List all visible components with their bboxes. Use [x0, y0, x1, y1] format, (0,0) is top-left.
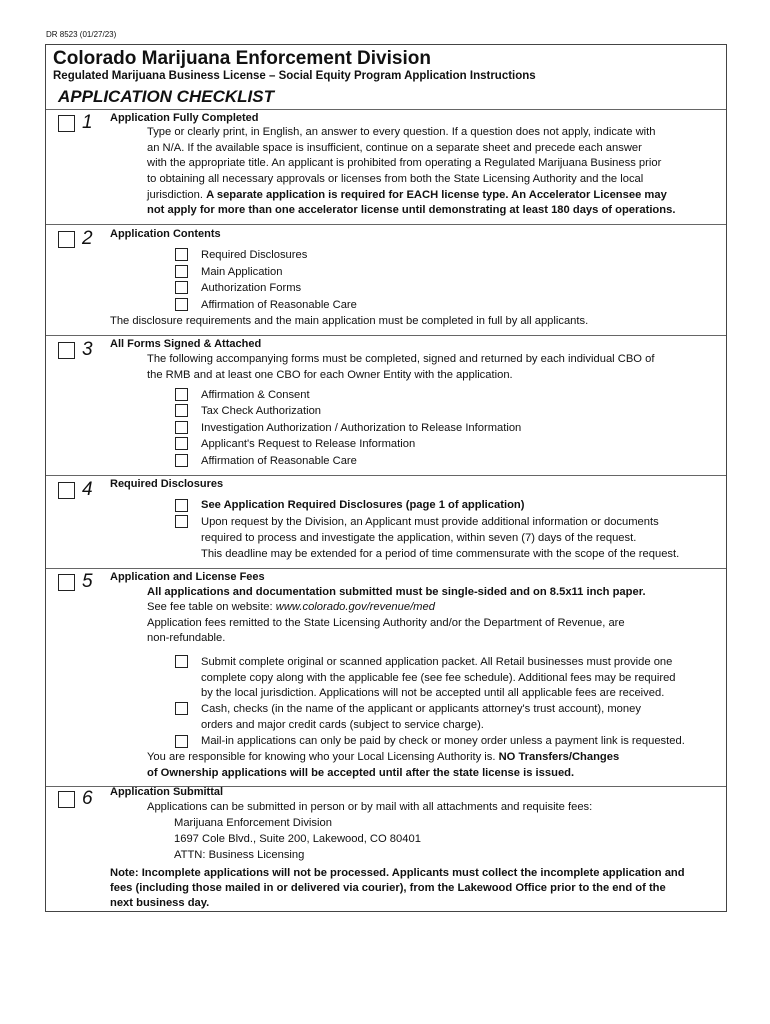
tax-check-authorization-checkbox[interactable]: [175, 404, 188, 417]
investigation-authorization-checkbox[interactable]: [175, 421, 188, 434]
address-line: Marijuana Enforcement Division: [174, 817, 332, 829]
section-divider: [46, 335, 726, 336]
agency-title: Colorado Marijuana Enforcement Division: [53, 48, 431, 69]
release-information-request-checkbox[interactable]: [175, 437, 188, 450]
checklist-item-line: by the local jurisdiction. Applications will not be accepted until all applicable fees are received.: [201, 687, 665, 699]
checklist-item-label: Required Disclosures: [201, 249, 308, 261]
section-3-line: the RMB and at least one CBO for each Owner Entity with the application.: [147, 369, 513, 381]
fee-table-label: See fee table on website:: [147, 601, 276, 613]
checklist-item-line: orders and major credit cards (subject to service charge).: [201, 719, 484, 731]
fee-table-link[interactable]: www.colorado.gov/revenue/med: [275, 601, 435, 613]
section-1-requirement: not apply for more than one accelerator license until demonstrating at least 180 days of operations.: [147, 204, 676, 216]
section-5-checkbox[interactable]: [58, 574, 75, 591]
address-line: ATTN: Business Licensing: [174, 849, 305, 861]
section-divider: [46, 568, 726, 569]
document-subtitle: Regulated Marijuana Business License – Social Equity Program Application Instructions: [53, 70, 536, 82]
transfers-notice: of Ownership applications will be accepted until after the state license is issued.: [147, 767, 575, 779]
checklist-item-label: Mail-in applications can only be paid by check or money order unless a payment link is requested.: [201, 735, 685, 747]
checklist-item-label: Submit complete original or scanned application packet. All Retail businesses must provide one: [201, 656, 673, 668]
section-divider: [46, 475, 726, 476]
section-3-checkbox[interactable]: [58, 342, 75, 359]
section-divider: [46, 109, 726, 110]
section-1-number: 1: [82, 112, 93, 133]
section-1-line: Type or clearly print, in English, an answer to every question. If a question does not apply, indicate with: [147, 126, 656, 138]
fees-line: Application fees remitted to the State Licensing Authority and/or the Department of Revenue, are: [147, 617, 625, 629]
checklist-item-label: Upon request by the Division, an Applicant must provide additional information or documents: [201, 516, 659, 528]
section-1-checkbox[interactable]: [58, 115, 75, 132]
checklist-item-label: Cash, checks (in the name of the applicant or applicants attorney's trust account), money: [201, 703, 641, 715]
checklist-item-label: Tax Check Authorization: [201, 405, 322, 417]
section-1-requirement: A separate application is required for EACH license type. An Accelerator Licensee may: [206, 189, 667, 201]
checklist-item-label: Affirmation & Consent: [201, 389, 310, 401]
section-1-title: Application Fully Completed: [110, 112, 259, 124]
address-line: 1697 Cole Blvd., Suite 200, Lakewood, CO 80401: [174, 833, 421, 845]
incomplete-note: fees (including those mailed in or delivered via courier), from the Lakewood Office prior to the end of the: [110, 882, 666, 894]
section-1-line-plain: jurisdiction.: [147, 189, 207, 201]
checklist-item-line: required to process and investigate the application, within seven (7) days of the request.: [201, 532, 637, 544]
section-3-number: 3: [82, 339, 93, 360]
section-divider: [46, 224, 726, 225]
paper-requirement: All applications and documentation submitted must be single-sided and on 8.5x11 inch paper.: [147, 586, 646, 598]
authorization-forms-checkbox[interactable]: [175, 281, 188, 294]
fees-line: non-refundable.: [147, 632, 226, 644]
checklist-item-line: complete copy along with the applicable fee (see fee schedule). Additional fees may be required: [201, 672, 676, 684]
checklist-item-label: See Application Required Disclosures (page 1 of application): [201, 499, 525, 511]
section-3-title: All Forms Signed & Attached: [110, 338, 262, 350]
checklist-heading: APPLICATION CHECKLIST: [58, 87, 274, 106]
required-disclosures-checkbox[interactable]: [175, 499, 188, 512]
section-1-line: [147, 188, 667, 204]
submittal-intro: Applications can be submitted in person or by mail with all attachments and requisite fees:: [147, 801, 593, 813]
mail-in-payment-checkbox[interactable]: [175, 735, 188, 748]
incomplete-note: Note: Incomplete applications will not be processed. Applicants must collect the incomplete application and: [110, 867, 685, 879]
section-3-line: The following accompanying forms must be completed, signed and returned by each individual CBO of: [147, 353, 655, 365]
affirmation-consent-checkbox[interactable]: [175, 388, 188, 401]
checklist-item-label: Authorization Forms: [201, 282, 302, 294]
section-1-line: an N/A. If the available space is insufficient, continue on a separate sheet and precede each answer: [147, 142, 642, 154]
section-2-footer: The disclosure requirements and the main application must be completed in full by all applicants.: [110, 315, 589, 327]
incomplete-note: next business day.: [110, 897, 210, 909]
additional-information-checkbox[interactable]: [175, 515, 188, 528]
section-2-checkbox[interactable]: [58, 231, 75, 248]
section-1-line: to obtaining all necessary approvals or licenses from both the State Licensing Authority and the local: [147, 173, 644, 185]
checklist-item-label: Affirmation of Reasonable Care: [201, 455, 357, 467]
section-2-number: 2: [82, 228, 93, 249]
section-5-number: 5: [82, 571, 93, 592]
transfers-notice: NO Transfers/Changes: [498, 751, 620, 763]
affirmation-reasonable-care-checkbox[interactable]: [175, 298, 188, 311]
form-number: DR 8523 (01/27/23): [46, 30, 117, 39]
section-2-title: Application Contents: [110, 228, 221, 240]
submit-packet-checkbox[interactable]: [175, 655, 188, 668]
checklist-item-label: Affirmation of Reasonable Care: [201, 299, 357, 311]
checklist-item-label: Main Application: [201, 266, 283, 278]
section-6-number: 6: [82, 788, 93, 809]
checklist-item-label: Applicant's Request to Release Information: [201, 438, 416, 450]
local-authority-line: [147, 750, 619, 766]
checklist-item-line: This deadline may be extended for a period of time commensurate with the scope of the request.: [201, 548, 680, 560]
affirmation-reasonable-care-checkbox[interactable]: [175, 454, 188, 467]
local-authority-text: You are responsible for knowing who your Local Licensing Authority is.: [147, 751, 499, 763]
section-4-title: Required Disclosures: [110, 478, 224, 490]
fee-table-line: [147, 600, 435, 616]
main-application-checkbox[interactable]: [175, 265, 188, 278]
section-5-title: Application and License Fees: [110, 571, 265, 583]
payment-methods-checkbox[interactable]: [175, 702, 188, 715]
section-4-checkbox[interactable]: [58, 482, 75, 499]
section-1-line: with the appropriate title. An applicant is prohibited from operating a Regulated Marijuana Business prior: [147, 157, 662, 169]
section-6-checkbox[interactable]: [58, 791, 75, 808]
checklist-item-label: Investigation Authorization / Authorization to Release Information: [201, 422, 522, 434]
section-6-title: Application Submittal: [110, 786, 224, 798]
section-4-number: 4: [82, 479, 93, 500]
required-disclosures-checkbox[interactable]: [175, 248, 188, 261]
